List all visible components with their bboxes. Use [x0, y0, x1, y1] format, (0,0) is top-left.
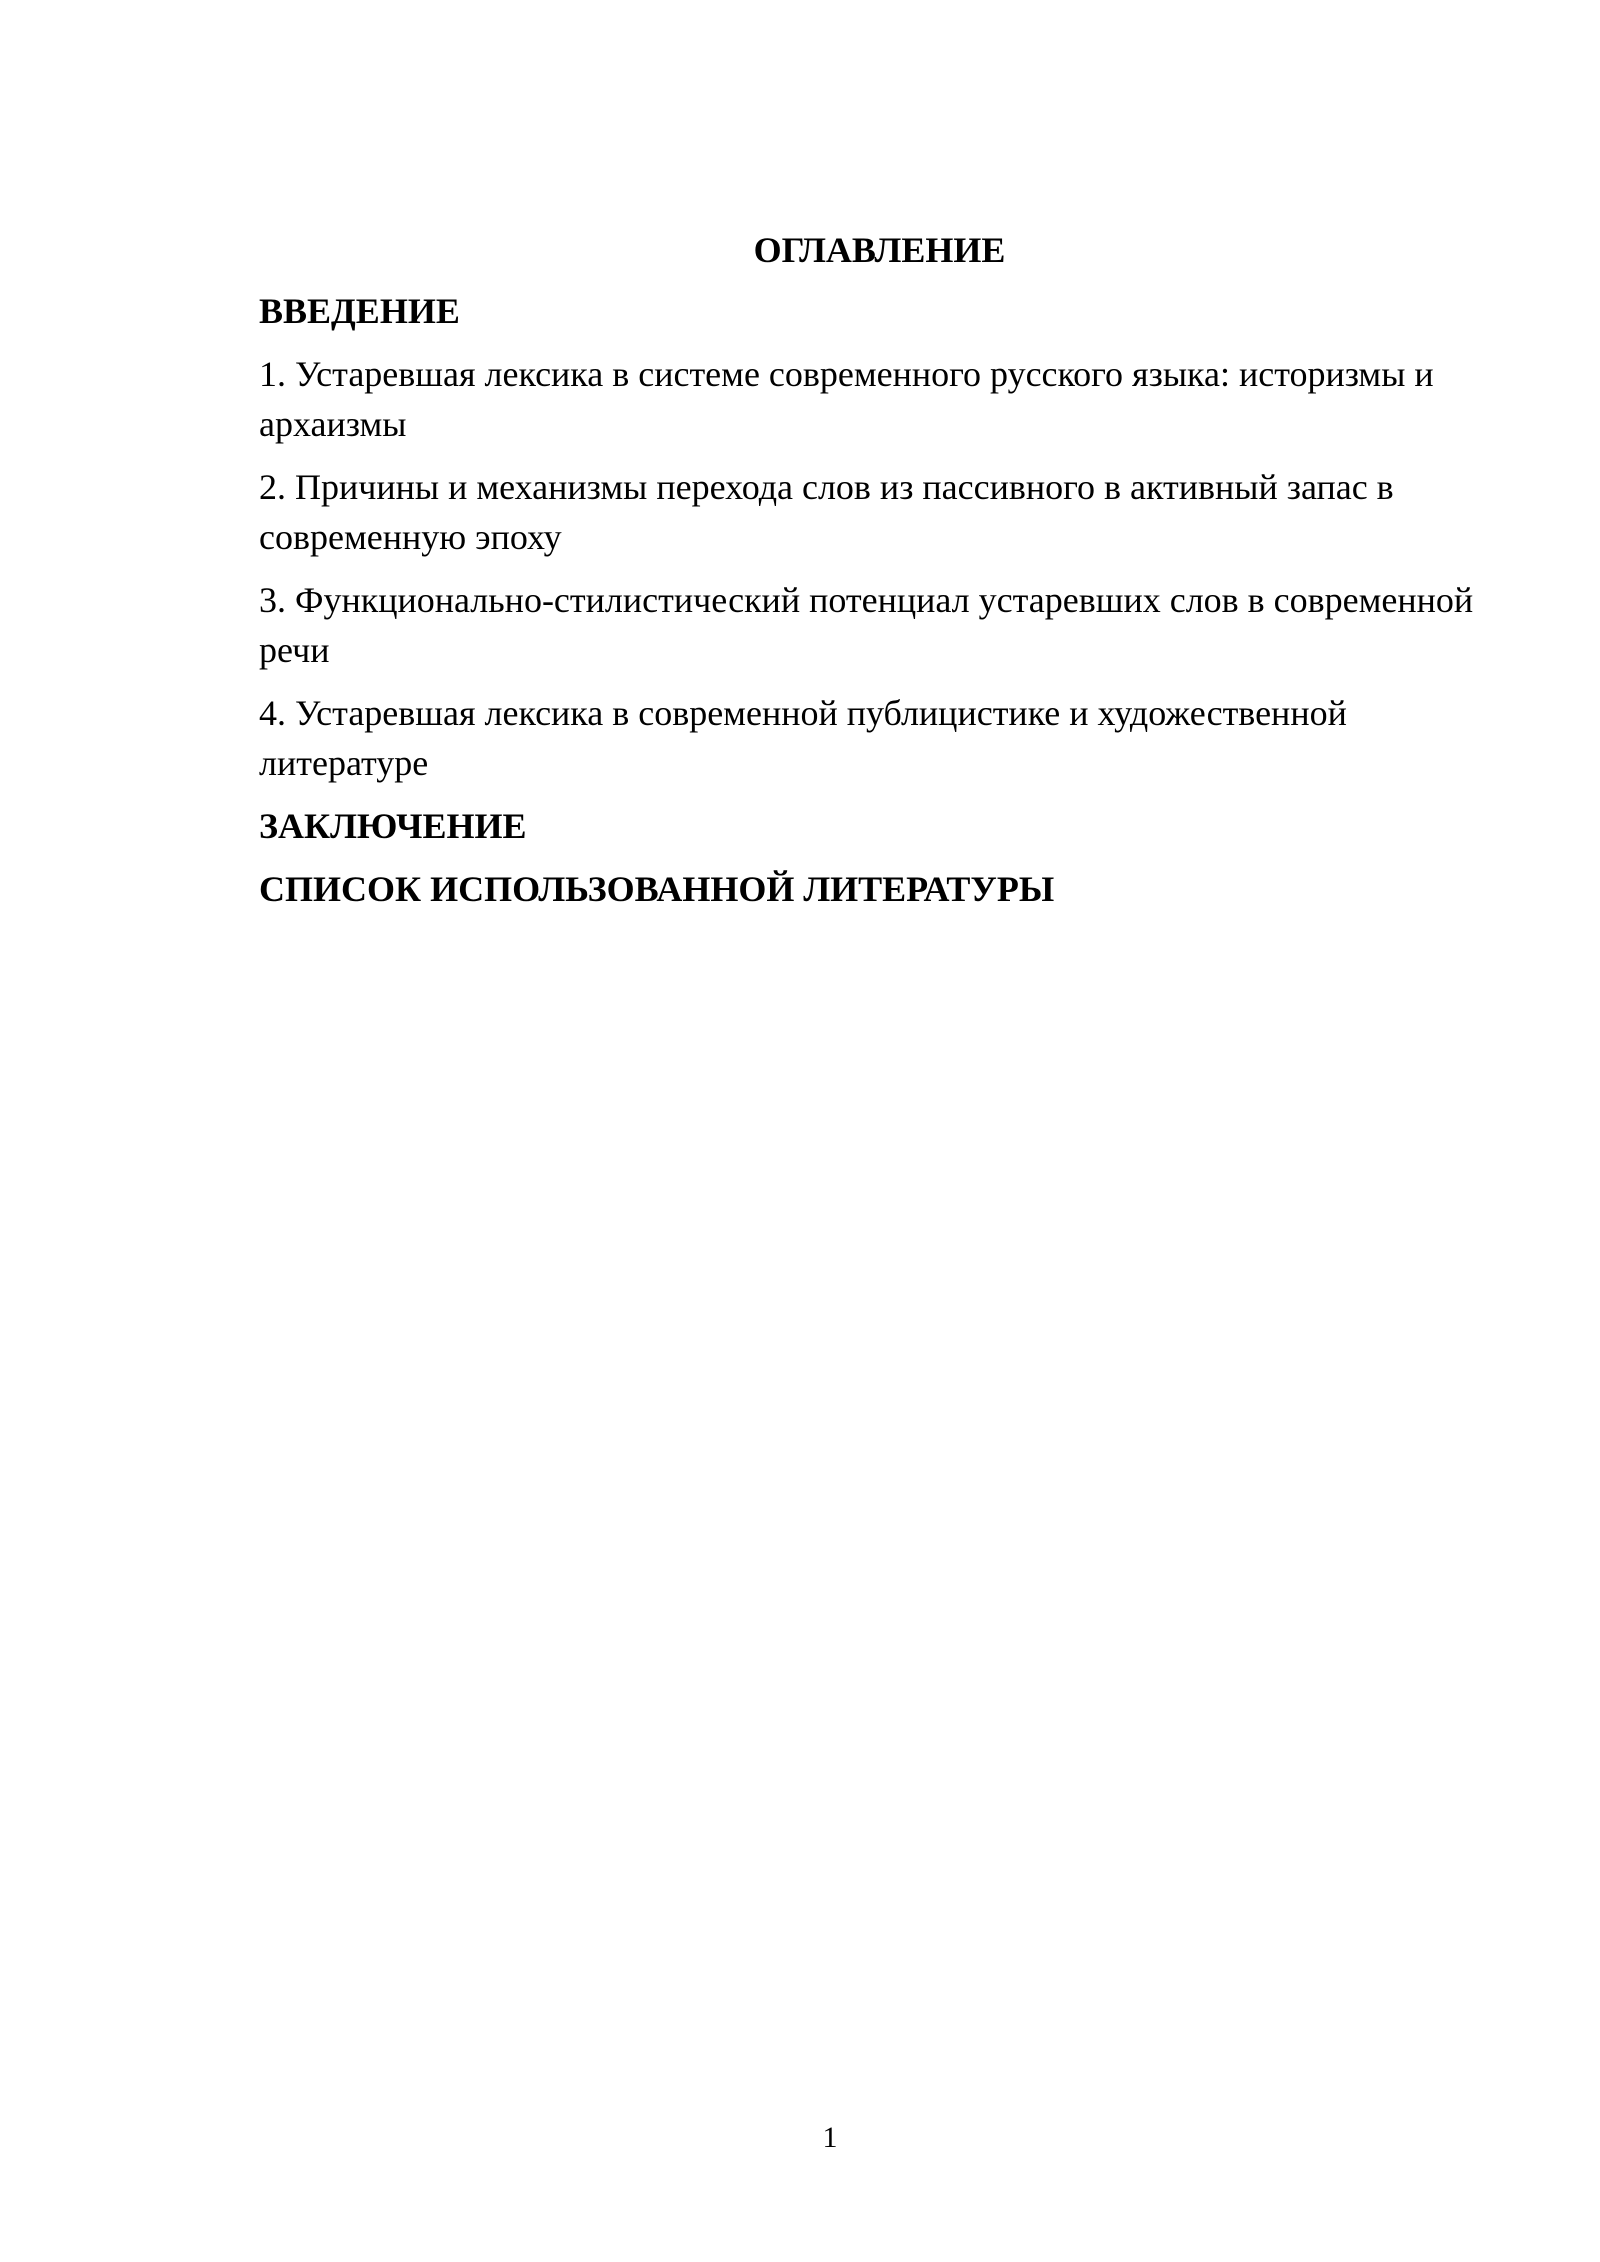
toc-entry-chapter-3: 3. Функционально-стилистический потенциал устаревших слов в современной речи [259, 580, 1474, 670]
table-of-contents [259, 222, 1474, 927]
toc-entry-chapter-1: 1. Устаревшая лексика в системе современного русского языка: историзмы и архаизмы [259, 354, 1434, 444]
toc-title: ОГЛАВЛЕНИЕ [753, 230, 1006, 270]
page-number: 1 [822, 2121, 838, 2154]
toc-entry-conclusion: ЗАКЛЮЧЕНИЕ [259, 806, 527, 846]
toc-entry-chapter-2: 2. Причины и механизмы перехода слов из пассивного в активный запас в современную эпоху [259, 467, 1394, 557]
toc-entry-introduction: ВВЕДЕНИЕ [259, 291, 460, 331]
toc-entry-chapter-4: 4. Устаревшая лексика в современной публицистике и художественной литературе [259, 693, 1347, 783]
toc-entry-references: СПИСОК ИСПОЛЬЗОВАННОЙ ЛИТЕРАТУРЫ [259, 869, 1055, 909]
